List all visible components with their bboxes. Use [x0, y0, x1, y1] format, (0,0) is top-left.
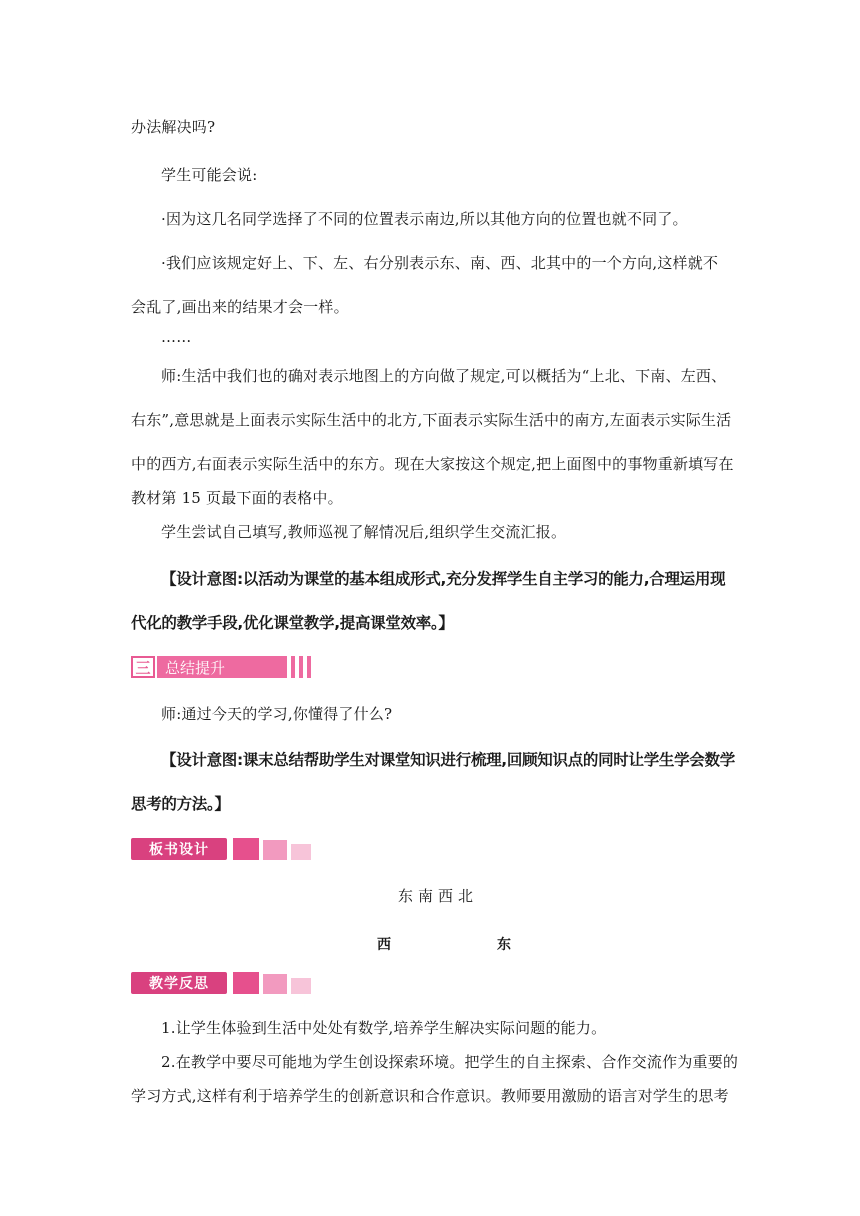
decor-square	[291, 844, 311, 860]
board-west: 西	[377, 937, 391, 953]
design-intent: 代化的教学手段,优化课堂教学,提高课堂效率。】	[131, 614, 454, 632]
text-line: 学生尝试自己填写,教师巡视了解情况后,组织学生交流汇报。	[161, 523, 567, 541]
text-line: 学习方式,这样有利于培养学生的创新意识和合作意识。教师要用激励的语言对学生的思考	[131, 1087, 729, 1105]
text-line: 教材第 15 页最下面的表格中。	[131, 489, 343, 507]
text-line: 1.让学生体验到生活中处处有数学,培养学生解决实际问题的能力。	[161, 1019, 607, 1037]
section-number: 三	[131, 656, 155, 678]
ellipsis: ……	[161, 328, 192, 346]
decor-square	[233, 972, 259, 994]
decor-bar	[299, 656, 303, 678]
section-heading	[131, 656, 311, 678]
text-line: 右东”,意思就是上面表示实际生活中的北方,下面表示实际生活中的南方,左面表示实际生活	[131, 411, 732, 429]
text-line: 师:通过今天的学习,你懂得了什么?	[161, 705, 393, 723]
bullet-item: ·我们应该规定好上、下、左、右分别表示东、南、西、北其中的一个方向,这样就不	[161, 254, 719, 272]
section-title: 总结提升	[157, 656, 287, 678]
design-intent: 【设计意图:课末总结帮助学生对课堂知识进行梳理,回顾知识点的同时让学生学会数学	[161, 751, 735, 769]
board-east: 东	[497, 937, 511, 953]
decor-bar	[291, 656, 295, 678]
tag-label: 板书设计	[131, 838, 227, 860]
decor-bar	[307, 656, 311, 678]
text-line: 师:生活中我们也的确对表示地图上的方向做了规定,可以概括为“上北、下南、左西、	[161, 367, 727, 385]
bullet-item: ·因为这几名同学选择了不同的位置表示南边,所以其他方向的位置也就不同了。	[161, 210, 688, 228]
decor-square	[233, 838, 259, 860]
text-line: 中的西方,右面表示实际生活中的东方。现在大家按这个规定,把上面图中的事物重新填写在	[131, 455, 734, 473]
text-line: 学生可能会说:	[161, 166, 258, 184]
decor-square	[263, 840, 287, 860]
text-line: 会乱了,画出来的结果才会一样。	[131, 298, 349, 316]
board-title: 东南西北	[398, 887, 479, 905]
reflection-tag	[131, 970, 311, 994]
text-line: 2.在教学中要尽可能地为学生创设探索环境。把学生的自主探索、合作交流作为重要的	[161, 1053, 739, 1071]
decor-square	[291, 978, 311, 994]
text-line: 办法解决吗?	[131, 118, 216, 136]
board-design-tag	[131, 836, 311, 860]
tag-label: 教学反思	[131, 972, 227, 994]
design-intent: 【设计意图:以活动为课堂的基本组成形式,充分发挥学生自主学习的能力,合理运用现	[161, 570, 726, 588]
decor-square	[263, 974, 287, 994]
design-intent: 思考的方法。】	[131, 795, 230, 813]
